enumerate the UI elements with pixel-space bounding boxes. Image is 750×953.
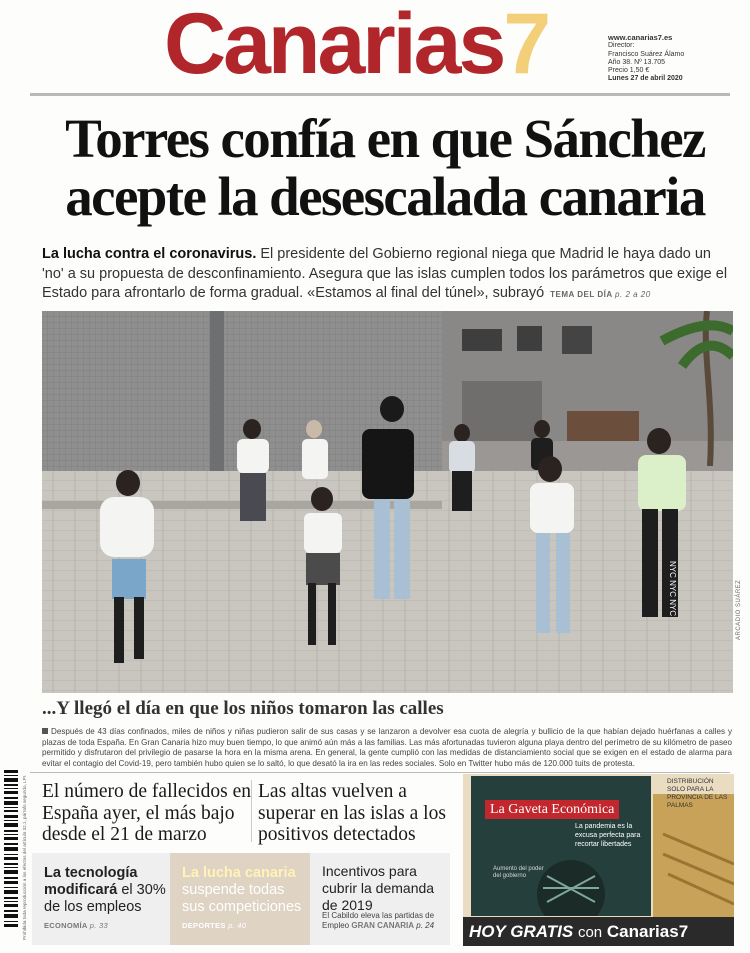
box-section-ref: DEPORTES p. 40 [182, 921, 247, 930]
photo-credit: ARCADIO SUÁREZ [736, 579, 742, 640]
box-title: La lucha canaria suspende todas sus competiciones [182, 865, 302, 915]
barcode [4, 770, 18, 930]
lead-paragraph [42, 245, 732, 305]
photo-caption-text: Después de 43 días confinados, miles de niños y niñas pudieron salir de sus casas y se lanzaron a devolver esa cuota de alegría y bullicio de la que habían dejado huérfanas a calles y plazas de toda España. En Gran Canaria hizo muy buen tiempo, lo que animó aún más a las familias. Las más afortunadas tuvieron alguna playa dentro del perímetro de su kilómetro de paseo permitido y disfrutaron del privilegio de pasarse la hora en la misma arena. En general, la gente cumplió con las medidas de distanciamiento social que se exigen en el estado de alarma para evitar el contagio del Covid-19, pero también hubo quien se lo saltó, lo que desató la ira en las redes sociales. Solo en Twitter hubo más de 120.000 tuits de protesta. [42, 727, 732, 768]
issue-date: Lunes 27 de abril 2020 [608, 75, 683, 83]
box-title: La tecnología modificará el 30% de los empleos [44, 865, 166, 915]
box-subtitle: El Cabildo eleva las partidas de Empleo GRAN CANARIA p. 24 [322, 911, 435, 930]
section-rule [30, 772, 730, 773]
box-technology[interactable] [32, 853, 170, 945]
headline-line-2: acepte la desescalada canaria [65, 166, 705, 227]
story-deaths[interactable]: El número de fallecidos en España ayer, el más bajo desde el 21 de marzo [42, 781, 252, 845]
box-section-ref: ECONOMÍA p. 33 [44, 921, 108, 930]
main-photo[interactable] [42, 311, 733, 693]
shirt-text: NYC NYC NYC [668, 561, 677, 617]
bullet-square [42, 728, 48, 734]
logo-text: Canarias [164, 0, 504, 92]
story-divider [251, 780, 252, 842]
children-plaza-photo [42, 311, 733, 693]
magazine-name: La Gaveta Económica [485, 800, 619, 819]
promo-distribution-note: DISTRIBUCIÓN SOLO PARA LA PROVINCIA DE LAS PALMAS [667, 778, 728, 809]
site-url[interactable]: www.canarias7.es [608, 33, 673, 42]
photo-caption-title[interactable]: ...Y llegó el día en que los niños tomaron las calles [42, 698, 444, 719]
masthead-rule [30, 93, 730, 96]
magazine-subhead: Aumento del poder del gobierno [493, 866, 544, 879]
box-incentives[interactable] [310, 853, 450, 945]
price: Precio 1,50 € [608, 67, 650, 75]
headline-line-1: Torres confía en que Sánchez [65, 108, 705, 169]
story-recoveries[interactable]: Las altas vuelven a superar en las islas a los positivos detectados [258, 781, 446, 845]
promo-gaveta[interactable] [463, 774, 734, 946]
promo-cta[interactable]: HOY GRATIS con Canarias7 [469, 922, 689, 941]
magazine-headline: La pandemia es la excusa perfecta para recortar libertades [575, 823, 641, 848]
logo-number: 7 [503, 0, 549, 92]
box-lucha-canaria[interactable] [170, 853, 310, 945]
main-headline[interactable] [30, 110, 740, 226]
director-name: Francisco Suárez Álamo [608, 50, 685, 58]
director-label: Director: [608, 42, 635, 50]
lead-text: El presidente del Gobierno regional niega que Madrid le haya dado un 'no' a su propuesta de desconfinamiento. Asegura que las islas cumplen todos los parámetros que exige el Estado para afrontarlo de forma gradual. «Estamos al final del túnel», subrayó [42, 246, 728, 301]
legal-notice: Prohibida toda reproducción a los efectos del artículo 32.1, párrafo segundo, LPI. [22, 774, 27, 940]
masthead-meta [608, 34, 684, 84]
lead-page-ref[interactable]: TEMA DEL DÍA p. 2 a 20 [550, 290, 651, 299]
lead-kicker: La lucha contra el coronavirus. [42, 246, 257, 262]
issue-number: Año 38. Nº 13.705 [608, 58, 666, 66]
masthead-logo[interactable] [164, 0, 548, 94]
box-title: Incentivos para cubrir la demanda de 2019 [322, 863, 435, 913]
